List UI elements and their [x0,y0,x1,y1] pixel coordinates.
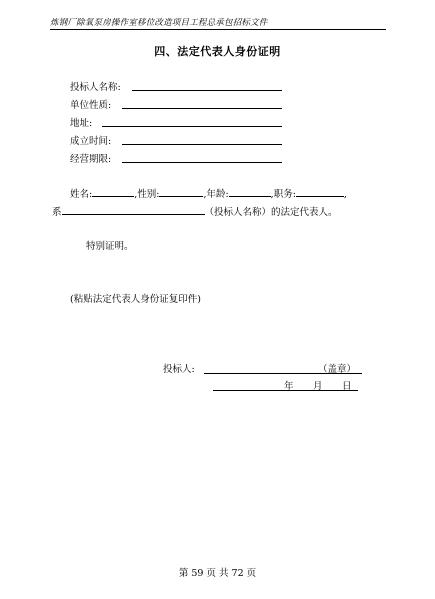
fill-line [132,90,282,91]
fill-line [122,162,282,163]
bidder-name-hint: （投标人名称） [204,207,272,218]
personal-info-line [70,186,347,200]
sex-label: 性别: [137,189,160,200]
fill-line [102,126,282,127]
date-day: 日 [342,381,352,392]
field-label: 单位性质: [70,100,112,111]
field-label: 成立时间: [70,136,112,147]
name-blank [92,186,134,197]
date-year: 年 [284,381,294,392]
relation-prefix: 系 [52,207,62,218]
special-proof-text: 特别证明。 [86,241,134,252]
fill-line [122,108,282,109]
comma: , [343,189,347,200]
fill-line [122,144,282,145]
name-label: 姓名: [70,189,93,200]
relation-line [52,204,338,218]
bidder-signature-label: 投标人: [163,364,195,375]
comma: , [270,189,274,200]
field-label: 地址: [70,118,93,129]
relation-suffix: 的法定代表人。 [271,207,338,218]
sex-blank [159,186,203,197]
id-copy-note: (粘贴法定代表人身份证复印件) [70,294,201,305]
position-label: 职务: [273,189,296,200]
page-number: 第 59 页 共 72 页 [178,568,257,579]
age-label: 年龄: [206,189,229,200]
comma: , [203,189,207,200]
comma: , [134,189,138,200]
field-label: 经营期限: [70,154,112,165]
bidder-name-blank [62,204,205,215]
header-divider [50,29,386,30]
document-header: 炼钢厂除氧泵房操作室移位改造项目工程总承包招标文件 [50,18,268,28]
age-blank [229,186,271,197]
seal-hint: （盖章） [318,364,357,375]
field-label: 投标人名称: [70,82,121,93]
page-title: 四、法定代表人身份证明 [154,45,281,58]
date-line [213,390,358,391]
date-month: 月 [313,381,323,392]
position-blank [296,186,344,197]
